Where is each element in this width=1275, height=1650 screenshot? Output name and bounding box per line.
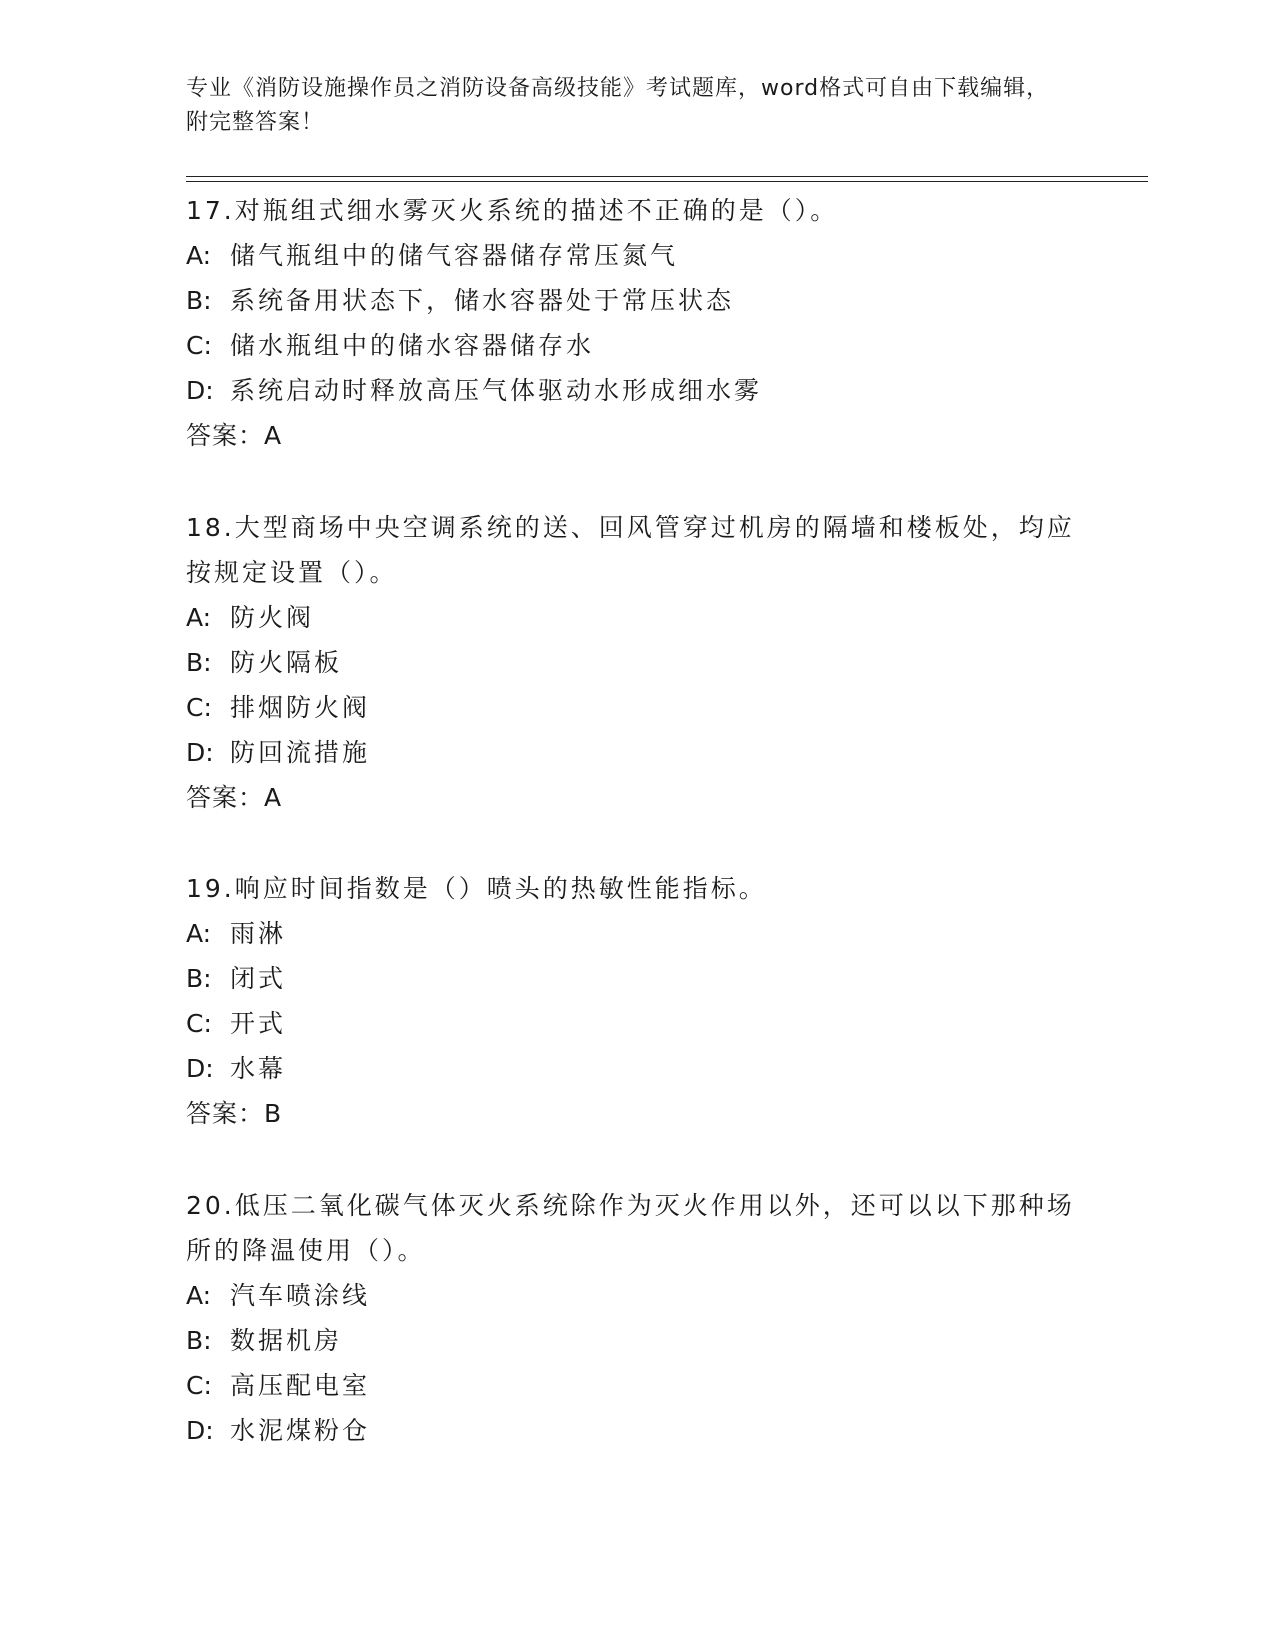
option-letter: A:: [186, 919, 212, 948]
option-text: 水幕: [230, 1054, 287, 1083]
question-stem: 18.大型商场中央空调系统的送、回风管穿过机房的隔墙和楼板处，均应按规定设置（）。: [186, 513, 1075, 587]
option-b: [186, 1318, 1086, 1363]
option-b: [186, 956, 1086, 1001]
answer-label: 答案：B: [186, 1099, 283, 1128]
option-text: 闭式: [230, 964, 287, 993]
option-d: [186, 1046, 1086, 1091]
document-header: [186, 72, 1066, 140]
option-a: [186, 595, 1086, 640]
option-b: [186, 640, 1086, 685]
option-letter: B:: [186, 286, 212, 315]
option-d: [186, 1408, 1086, 1453]
option-text: 防回流措施: [230, 738, 371, 767]
question-stem: 19.响应时间指数是（）喷头的热敏性能指标。: [186, 874, 767, 903]
option-c: [186, 1363, 1086, 1408]
question-stem: 20.低压二氧化碳气体灭火系统除作为灭火作用以外，还可以以下那种场所的降温使用（）。: [186, 1191, 1075, 1265]
option-letter: C:: [186, 1371, 212, 1400]
option-letter: C:: [186, 331, 212, 360]
option-text: 雨淋: [230, 919, 287, 948]
option-text: 系统备用状态下，储水容器处于常压状态: [230, 286, 735, 315]
option-text: 储水瓶组中的储水容器储存水: [230, 331, 595, 360]
question-19: [186, 866, 1086, 1136]
option-letter: D:: [186, 1054, 214, 1083]
option-text: 防火隔板: [230, 648, 343, 677]
option-letter: A:: [186, 1281, 212, 1310]
option-letter: A:: [186, 603, 212, 632]
option-letter: D:: [186, 738, 214, 767]
option-a: [186, 1273, 1086, 1318]
option-a: [186, 233, 1086, 278]
option-b: [186, 278, 1086, 323]
answer-label: 答案：A: [186, 783, 283, 812]
option-text: 防火阀: [230, 603, 315, 632]
option-letter: C:: [186, 693, 212, 722]
option-text: 系统启动时释放高压气体驱动水形成细水雾: [230, 376, 763, 405]
option-c: [186, 1001, 1086, 1046]
question-stem: 17.对瓶组式细水雾灭火系统的描述不正确的是（）。: [186, 196, 839, 225]
option-letter: D:: [186, 1416, 214, 1445]
option-text: 数据机房: [230, 1326, 343, 1355]
option-text: 排烟防火阀: [230, 693, 371, 722]
option-text: 高压配电室: [230, 1371, 371, 1400]
option-a: [186, 911, 1086, 956]
header-divider-top: [186, 176, 1148, 177]
option-text: 汽车喷涂线: [230, 1281, 371, 1310]
option-letter: D:: [186, 376, 214, 405]
option-d: [186, 368, 1086, 413]
option-text: 开式: [230, 1009, 287, 1038]
option-letter: B:: [186, 1326, 212, 1355]
question-17: [186, 188, 1086, 458]
question-20: [186, 1183, 1086, 1453]
option-letter: A:: [186, 241, 212, 270]
option-letter: C:: [186, 1009, 212, 1038]
answer-label: 答案：A: [186, 421, 283, 450]
option-text: 水泥煤粉仓: [230, 1416, 371, 1445]
option-d: [186, 730, 1086, 775]
option-letter: B:: [186, 648, 212, 677]
header-text: 专业《消防设施操作员之消防设备高级技能》考试题库，word格式可自由下载编辑，附完整答案！: [186, 76, 1050, 135]
header-divider-bottom: [186, 181, 1148, 182]
option-c: [186, 323, 1086, 368]
option-letter: B:: [186, 964, 212, 993]
question-18: [186, 505, 1086, 820]
option-text: 储气瓶组中的储气容器储存常压氮气: [230, 241, 679, 270]
option-c: [186, 685, 1086, 730]
